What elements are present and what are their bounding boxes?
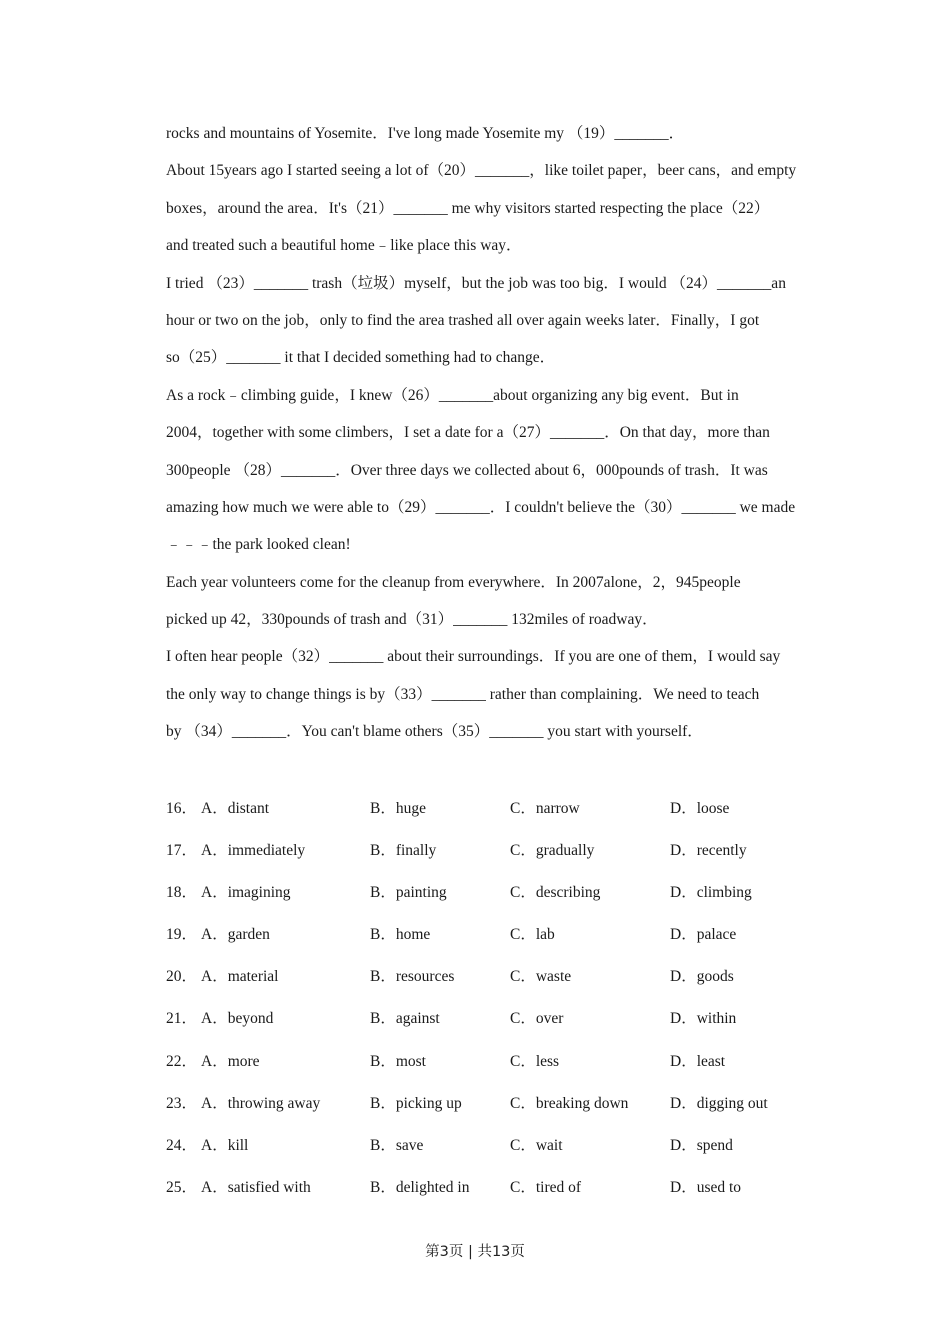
- option-d: D．loose: [670, 800, 730, 817]
- passage-line: and treated such a beautiful home﹣like place this way．: [166, 237, 522, 255]
- option-c: C．over: [510, 1010, 564, 1028]
- question-number: 24．: [166, 1136, 198, 1154]
- option-b: B．painting: [370, 884, 447, 902]
- option-d: D．goods: [670, 968, 734, 986]
- option-d: D．palace: [670, 926, 737, 944]
- question-row-24: [166, 1127, 826, 1169]
- option-c: C．narrow: [510, 800, 580, 817]
- option-a: A．immediately: [201, 842, 306, 860]
- option-a: A．material: [201, 968, 279, 986]
- option-b: B．finally: [370, 842, 437, 860]
- question-row-25: [166, 1169, 826, 1211]
- page-number: 第3页 | 共13页: [425, 1244, 525, 1260]
- option-c: C．lab: [510, 926, 555, 944]
- option-b: B．save: [370, 1136, 424, 1154]
- passage-line: boxes，around the area．It's（21）_______ me why visitors started respecting the place（22）: [166, 199, 770, 217]
- question-row-17: [166, 832, 826, 874]
- option-d: D．climbing: [670, 884, 752, 902]
- question-number: 22．: [166, 1052, 198, 1070]
- question-row-21: [166, 1000, 826, 1042]
- question-number: 21．: [166, 1010, 198, 1028]
- question-row-16: [166, 790, 826, 832]
- option-b: B．delighted in: [370, 1178, 470, 1196]
- question-number: 20．: [166, 968, 198, 986]
- page-footer: [0, 1240, 950, 1261]
- option-d: D．spend: [670, 1136, 733, 1154]
- option-d: D．digging out: [670, 1094, 768, 1112]
- passage-line: ﹣﹣﹣the park looked clean!: [166, 536, 351, 554]
- option-b: B．resources: [370, 968, 455, 986]
- option-d: D．used to: [670, 1178, 742, 1196]
- option-c: C．wait: [510, 1136, 563, 1154]
- question-row-19: [166, 916, 826, 958]
- option-b: B．picking up: [370, 1094, 462, 1112]
- question-row-22: [166, 1043, 826, 1085]
- option-d: D．within: [670, 1010, 737, 1028]
- question-number: 19．: [166, 926, 198, 944]
- option-b: B．most: [370, 1052, 426, 1070]
- option-a: A．throwing away: [201, 1094, 321, 1112]
- option-d: D．recently: [670, 842, 747, 860]
- passage-line: 2004，together with some climbers，I set a date for a（27）_______．On that day，more than: [166, 424, 770, 442]
- option-a: A．satisfied with: [201, 1178, 311, 1196]
- passage-line: I tried （23）_______ trash（垃圾）myself，but the job was too big．I would （24）_______an: [166, 274, 786, 292]
- passage-line: About 15years ago I started seeing a lot of（20）_______，like toilet paper，beer cans，and empty: [166, 162, 797, 180]
- option-c: C．waste: [510, 968, 572, 986]
- option-d: D．least: [670, 1052, 726, 1070]
- options-list: [166, 790, 826, 1211]
- option-c: C．gradually: [510, 842, 595, 860]
- passage-line: rocks and mountains of Yosemite．I've long made Yosemite my （19）_______．: [166, 125, 685, 142]
- passage-line: As a rock﹣climbing guide，I knew（26）_______about organizing any big event．But in: [166, 386, 739, 404]
- passage: [166, 115, 856, 751]
- passage-line: picked up 42，330pounds of trash and（31）_______ 132miles of roadway．: [166, 611, 658, 629]
- passage-line: hour or two on the job，only to find the area trashed all over again weeks later．Finally，I got: [166, 311, 760, 329]
- option-a: A．kill: [201, 1136, 249, 1154]
- passage-line: by （34）_______．You can't blame others（35）_______ you start with yourself．: [166, 723, 703, 741]
- option-c: C．tired of: [510, 1178, 582, 1196]
- option-c: C．less: [510, 1052, 560, 1070]
- option-a: A．garden: [201, 926, 270, 944]
- question-row-18: [166, 874, 826, 916]
- option-a: A．imagining: [201, 884, 291, 902]
- passage-line: amazing how much we were able to（29）_______．I couldn't believe the（30）_______ we made: [166, 498, 796, 516]
- question-number: 17．: [166, 842, 198, 860]
- passage-line: so（25）_______ it that I decided something had to change．: [166, 349, 556, 367]
- option-b: B．home: [370, 926, 431, 944]
- passage-line: Each year volunteers come for the cleanup from everywhere．In 2007alone，2，945people: [166, 573, 741, 591]
- option-b: B．against: [370, 1010, 440, 1028]
- option-b: B．huge: [370, 800, 426, 817]
- question-row-20: [166, 958, 826, 1000]
- option-c: C．describing: [510, 884, 601, 902]
- option-a: A．more: [201, 1052, 260, 1070]
- question-row-23: [166, 1085, 826, 1127]
- option-c: C．breaking down: [510, 1094, 629, 1112]
- question-number: 23．: [166, 1094, 198, 1112]
- passage-line: 300people （28）_______．Over three days we collected about 6，000pounds of trash．It was: [166, 461, 768, 479]
- question-number: 25．: [166, 1178, 198, 1196]
- option-a: A．beyond: [201, 1010, 274, 1028]
- passage-line: I often hear people（32）_______ about their surroundings．If you are one of them，I would say: [166, 648, 781, 666]
- passage-line: the only way to change things is by（33）_______ rather than complaining．We need to teach: [166, 685, 760, 703]
- question-number: 16．: [166, 800, 198, 817]
- option-a: A．distant: [201, 800, 270, 817]
- question-number: 18．: [166, 884, 198, 902]
